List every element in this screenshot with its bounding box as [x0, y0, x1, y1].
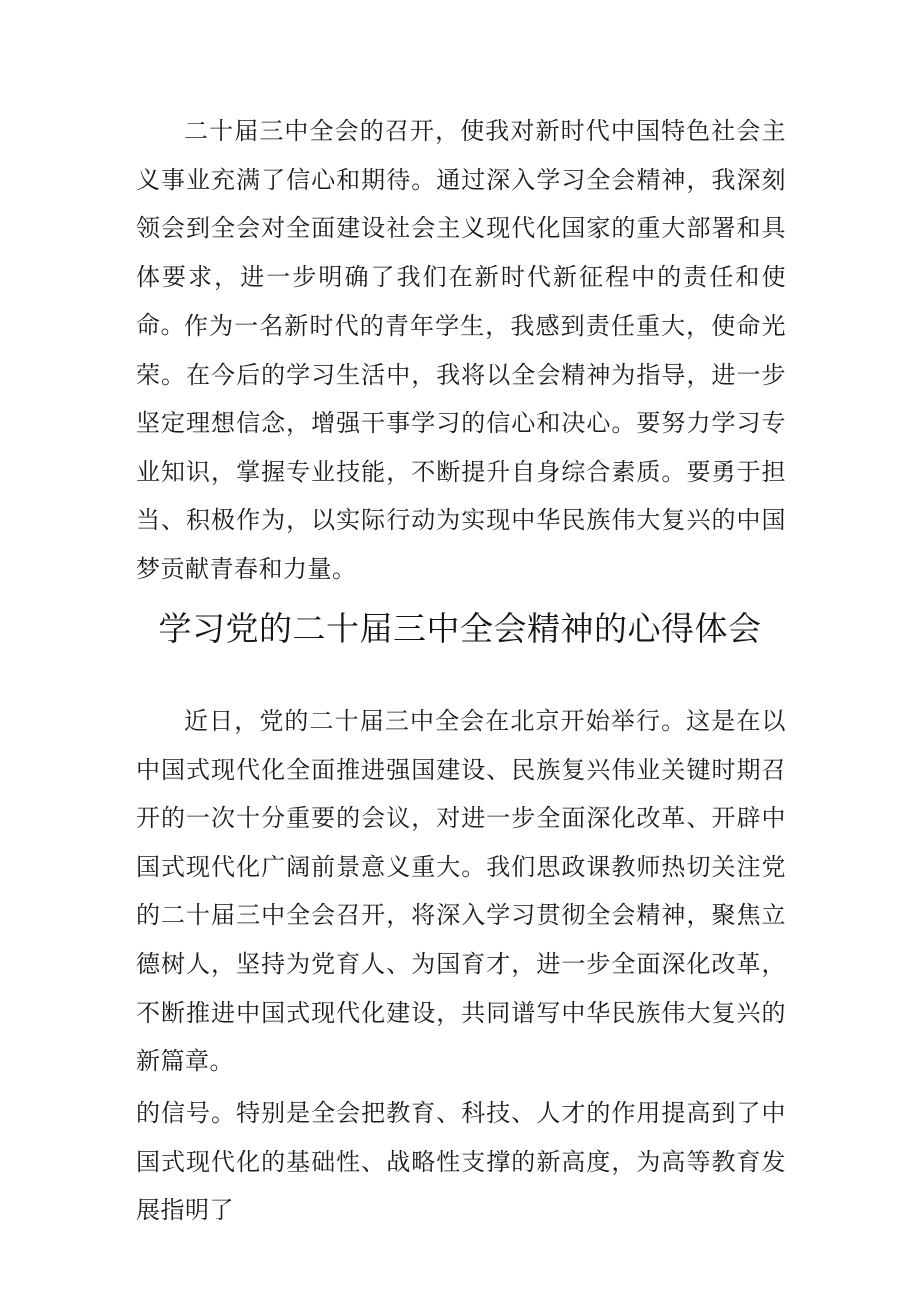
section-title: 学习党的二十届三中全会精神的心得体会	[158, 609, 762, 648]
body-paragraph: 近日，党的二十届三中全会在北京开始举行。这是在以中国式现代化全面推进强国建设、民族复兴伟业关键时期召开的一次十分重要的会议，对进一步全面深化改革、开辟中国式现代化广阔前景意义重大。我们思政课教师热切关注党的二十届三中全会召开，将深入学习贯彻全会精神，聚焦立德树人，坚持为党育人、为国育才，进一步全面深化改革，不断推进中国式现代化建设，共同谱写中华民族伟大复兴的新篇章。	[136, 707, 786, 1076]
body-paragraph: 二十届三中全会的召开，使我对新时代中国特色社会主义事业充满了信心和期待。通过深入学习全会精神，我深刻领会到全会对全面建设社会主义现代化国家的重大部署和具体要求，进一步明确了我们在新时代新征程中的责任和使命。	[136, 117, 786, 340]
body-paragraph: 作为一名新时代的青年学生，我感到责任重大，使命光荣。在今后的学习生活中，我将以全会精神为指导，进一步坚定理想信念，增强干事学习的信心和决心。要努力学习专业知识，掌握专业技能，不断提升自身综合素质。要勇于担当、积极作为，以实际行动为实现中华民族伟大复兴的中国梦贡献青春和力量。	[136, 312, 786, 583]
body-paragraph: 的信号。特别是全会把教育、科技、人才的作用提高到了中国式现代化的基础性、战略性支撑的新高度，为高等教育发展指明了	[136, 1099, 786, 1225]
